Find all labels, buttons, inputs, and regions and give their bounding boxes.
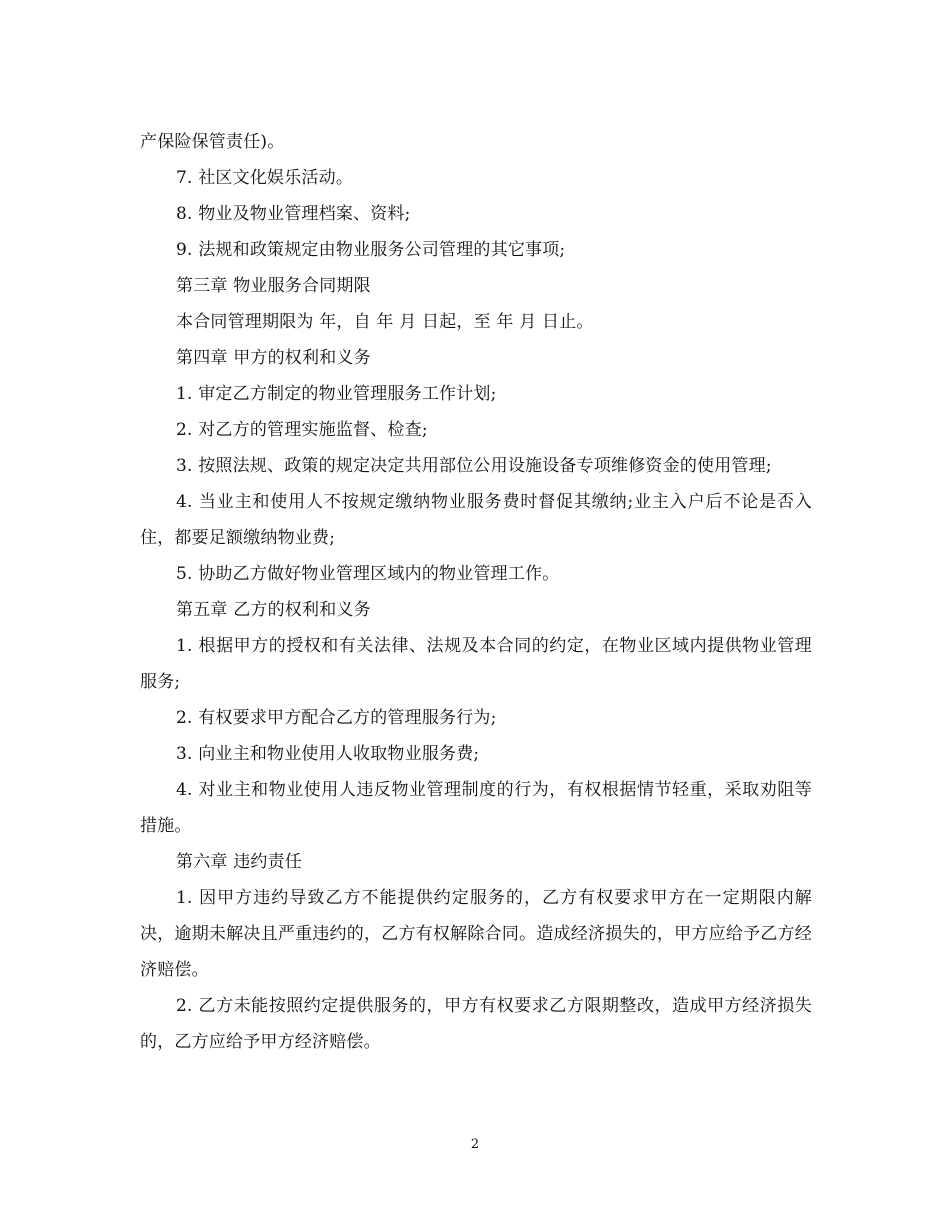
list-item-9: 9. 法规和政策规定由物业服务公司管理的其它事项; (176, 240, 566, 260)
list-item: 3. 向业主和物业使用人收取物业服务费; (176, 744, 480, 764)
list-item-8: 8. 物业及物业管理档案、资料; (176, 204, 411, 224)
list-item: 2. 有权要求甲方配合乙方的管理服务行为; (176, 708, 497, 728)
paragraph-term: 本合同管理期限为 年，自 年 月 日起，至 年 月 日止。 (176, 312, 594, 332)
chapter-heading-5: 第五章 乙方的权利和义务 (176, 600, 371, 620)
chapter-heading-4: 第四章 甲方的权利和义务 (176, 348, 371, 368)
list-item: 3. 按照法规、政策的规定决定共用部位公用设施设备专项维修资金的使用管理; (176, 456, 772, 476)
list-item: 2. 对乙方的管理实施监督、检查; (176, 420, 428, 440)
chapter-heading-3: 第三章 物业服务合同期限 (176, 276, 371, 296)
list-item: 4. 当业主和使用人不按规定缴纳物业服务费时督促其缴纳;业主入户后不论是否入住，都要足额缴纳物业费; (140, 492, 812, 548)
paragraph-continuation: 产保险保管责任)。 (140, 132, 285, 152)
list-item: 4. 对业主和物业使用人违反物业管理制度的行为，有权根据情节轻重，采取劝阻等措施。 (140, 780, 812, 836)
list-item: 1. 审定乙方制定的物业管理服务工作计划; (176, 384, 497, 404)
list-item: 2. 乙方未能按照约定提供服务的，甲方有权要求乙方限期整改，造成甲方经济损失的，乙方应给予甲方经济赔偿。 (140, 996, 812, 1052)
list-item: 1. 根据甲方的授权和有关法律、法规及本合同的约定，在物业区域内提供物业管理服务; (140, 636, 812, 692)
chapter-heading-6: 第六章 违约责任 (176, 852, 303, 872)
document-body (140, 124, 812, 1060)
list-item: 1. 因甲方违约导致乙方不能提供约定服务的，乙方有权要求甲方在一定期限内解决，逾期未解决且严重违约的，乙方有权解除合同。造成经济损失的，甲方应给予乙方经济赔偿。 (140, 888, 812, 980)
page-number: 2 (470, 1137, 480, 1152)
list-item-7: 7. 社区文化娱乐活动。 (176, 168, 354, 188)
list-item: 5. 协助乙方做好物业管理区域内的物业管理工作。 (176, 564, 560, 584)
